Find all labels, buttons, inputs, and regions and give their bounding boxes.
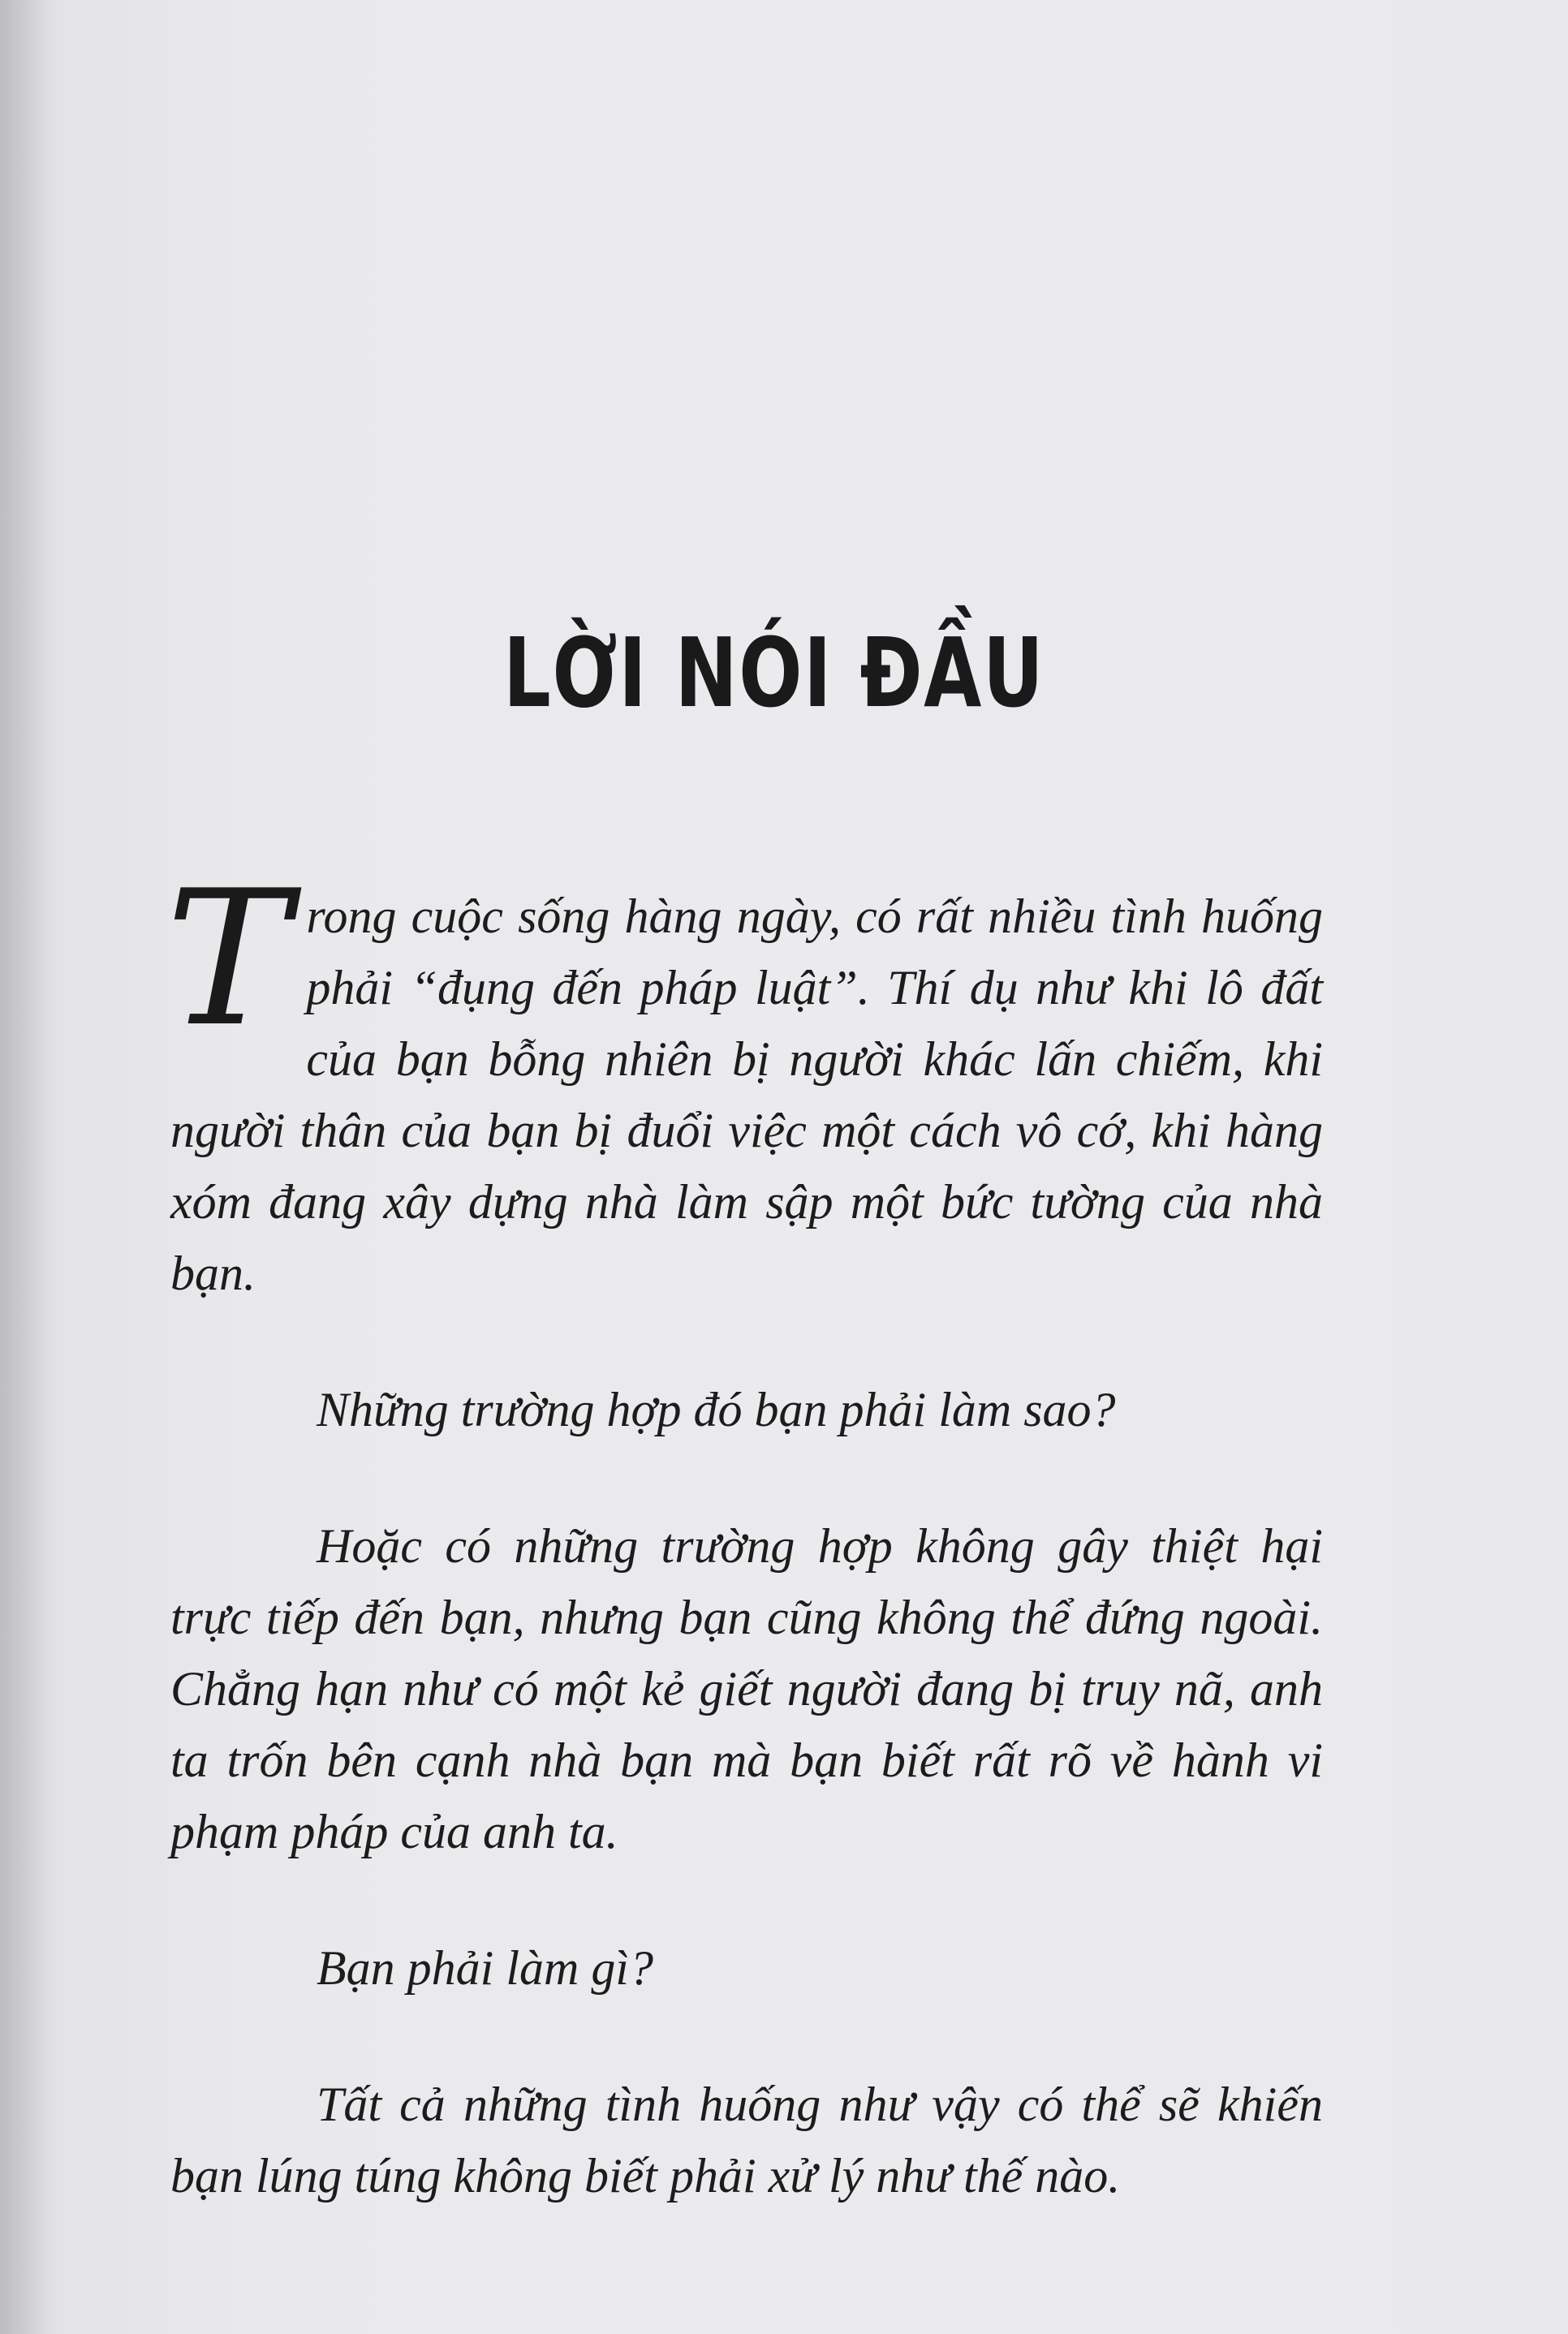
page-title: LỜI NÓI ĐẦU: [503, 617, 1045, 729]
paragraph-3: Hoặc có những trường hợp không gây thiệt hại trực tiếp đến bạn, nhưng bạn cũng không thể đứng ngoài. Chẳng hạn như có một kẻ giết người đang bị truy nã, anh ta trốn bên cạnh nhà bạn mà bạn biết rất rõ về hành vi phạm pháp của anh ta.: [170, 1519, 1323, 1858]
body-text: [166, 851, 1323, 2211]
paragraph-1-text: rong cuộc sống hàng ngày, có rất nhiều tình huống phải “đụng đến pháp luật”. Thí dụ như khi lô đất của bạn bỗng nhiên bị người khác lấn chiếm, khi người thân của bạn bị đuổi việc một cách vô cớ, khi hàng xóm đang xây dựng nhà làm sập một bức tường của nhà bạn.: [170, 889, 1323, 1300]
paragraph-1: [166, 851, 1323, 1309]
paragraph-5: Tất cả những tình huống như vậy có thể sẽ khiến bạn lúng túng không biết phải xử lý như thế nào.: [170, 2078, 1323, 2203]
page-gutter-shadow: [0, 0, 57, 2334]
paragraph-4: Bạn phải làm gì?: [317, 1941, 653, 1995]
drop-cap: T: [166, 851, 291, 1068]
paragraph-2: Những trường hợp đó bạn phải làm sao?: [317, 1383, 1116, 1436]
